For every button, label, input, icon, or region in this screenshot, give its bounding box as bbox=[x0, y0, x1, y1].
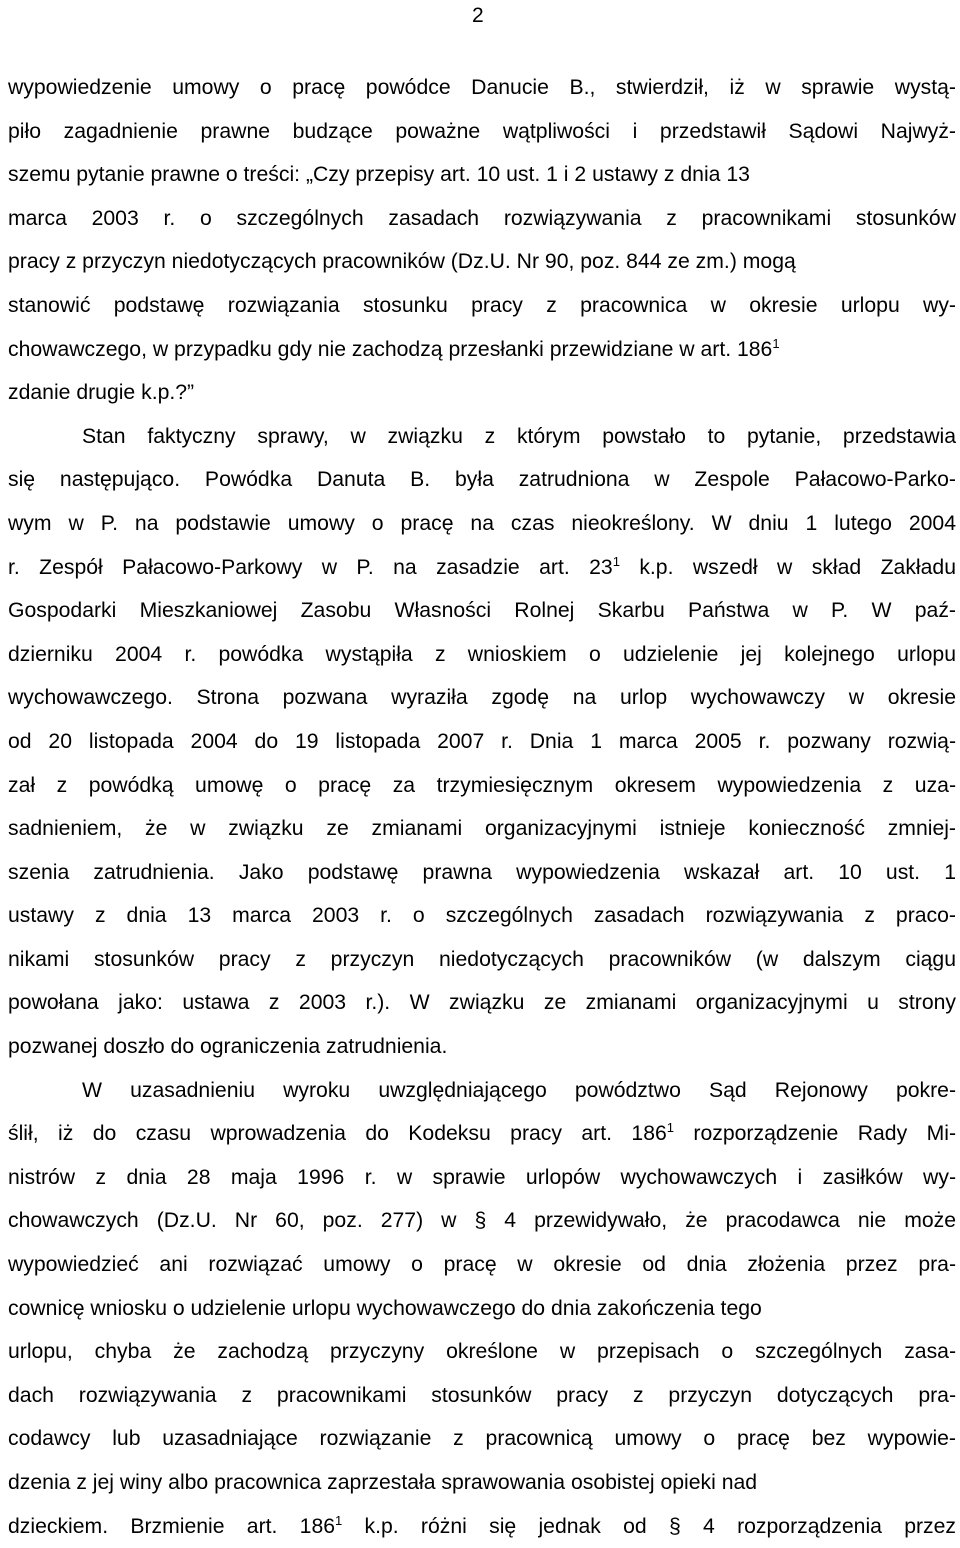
text-segment: wychowawczego. Strona pozwana wyraziła zgodę na urlop wychowawczy w okresie bbox=[8, 686, 956, 710]
text-line bbox=[8, 1461, 956, 1505]
text-segment: szenia zatrudnienia. Jako podstawę prawna wypowiedzenia wskazał art. 10 ust. 1 bbox=[8, 860, 956, 884]
text-segment: pozwanej doszło do ograniczenia zatrudnienia. bbox=[8, 1035, 448, 1059]
text-line bbox=[8, 415, 956, 459]
text-segment: szemu pytanie prawne o treści: „Czy przepisy art. 10 ust. 1 i 2 ustawy z dnia 13 bbox=[8, 163, 750, 187]
text-segment: urlopu, chyba że zachodzą przyczyny określone w przepisach o szczególnych zasa- bbox=[8, 1340, 956, 1364]
text-segment: r. Zespół Pałacowo-Parkowy w P. na zasadzie art. 23 bbox=[8, 555, 613, 579]
text-line bbox=[8, 1069, 956, 1113]
text-segment: k.p. różni się jednak od § 4 rozporządzenia przez bbox=[342, 1514, 956, 1538]
page-number: 2 bbox=[472, 4, 484, 27]
text-line bbox=[8, 371, 956, 415]
text-segment: zdanie drugie k.p.?” bbox=[8, 381, 195, 405]
text-segment: piło zagadnienie prawne budzące poważne wątpliwości i przedstawił Sądowi Najwyż- bbox=[8, 119, 956, 143]
text-line bbox=[8, 1417, 956, 1461]
text-segment: k.p. wszedł w skład Zakładu bbox=[619, 555, 956, 579]
text-segment: zał z powódką umowę o pracę za trzymiesięcznym okresem wypowiedzenia z uza- bbox=[8, 773, 956, 797]
text-segment: chowawczych (Dz.U. Nr 60, poz. 277) w § 4 przewidywało, że pracodawca nie może bbox=[8, 1209, 956, 1233]
text-line bbox=[8, 764, 956, 808]
superscript: 1 bbox=[666, 1120, 675, 1136]
text-line bbox=[8, 1025, 956, 1069]
text-line bbox=[8, 546, 956, 590]
text-segment: pracy z przyczyn niedotyczących pracowników (Dz.U. Nr 90, poz. 844 ze zm.) mogą bbox=[8, 250, 796, 274]
text-segment: ślił, iż do czasu wprowadzenia do Kodeksu pracy art. 186 bbox=[8, 1122, 667, 1146]
text-segment: ustawy z dnia 13 marca 2003 r. o szczególnych zasadach rozwiązywania z praco- bbox=[8, 904, 956, 928]
superscript: 1 bbox=[335, 1512, 343, 1528]
text-line bbox=[8, 1199, 956, 1243]
text-line bbox=[8, 240, 956, 284]
text-segment: nikami stosunków pracy z przyczyn niedotyczących pracowników (w dalszym ciągu bbox=[8, 947, 956, 971]
text-line bbox=[8, 197, 956, 241]
text-line bbox=[8, 633, 956, 677]
text-segment: rozporządzenie Rady Mi- bbox=[674, 1122, 956, 1146]
text-segment: cownicę wniosku o udzielenie urlopu wychowawczego do dnia zakończenia tego bbox=[8, 1296, 762, 1320]
text-segment: wypowiedzenie umowy o pracę powódce Danucie B., stwierdził, iż w sprawie wystą- bbox=[8, 76, 956, 99]
text-line bbox=[8, 851, 956, 895]
text-line bbox=[8, 458, 956, 502]
text-segment: Stan faktyczny sprawy, w związku z którym powstało to pytanie, przedstawia bbox=[82, 424, 956, 448]
text-line bbox=[8, 153, 956, 197]
text-line bbox=[8, 807, 956, 851]
text-line bbox=[8, 66, 956, 110]
text-line bbox=[8, 502, 956, 546]
text-line bbox=[8, 1505, 956, 1548]
text-segment: powołana jako: ustawa z 2003 r.). W związku ze zmianami organizacyjnymi u strony bbox=[8, 991, 956, 1015]
text-segment: się następująco. Powódka Danuta B. była zatrudniona w Zespole Pałacowo-Parko- bbox=[8, 468, 956, 492]
text-segment: wym w P. na podstawie umowy o pracę na czas nieokreślony. W dniu 1 lutego 2004 bbox=[8, 511, 956, 535]
text-segment: codawcy lub uzasadniające rozwiązanie z pracownicą umowy o pracę bez wypowie- bbox=[8, 1427, 956, 1451]
text-segment: chowawczego, w przypadku gdy nie zachodzą przesłanki przewidziane w art. 186 bbox=[8, 337, 773, 361]
text-line bbox=[8, 1330, 956, 1374]
text-segment: nistrów z dnia 28 maja 1996 r. w sprawie urlopów wychowawczych i zasiłków wy- bbox=[8, 1165, 956, 1189]
text-segment: od 20 listopada 2004 do 19 listopada 2007 r. Dnia 1 marca 2005 r. pozwany rozwią- bbox=[8, 729, 956, 753]
text-segment: Gospodarki Mieszkaniowej Zasobu Własności Rolnej Skarbu Państwa w P. W paź- bbox=[8, 599, 956, 623]
text-segment: stanowić podstawę rozwiązania stosunku pracy z pracownica w okresie urlopu wy- bbox=[8, 293, 956, 317]
text-segment: W uzasadnieniu wyroku uwzględniającego powództwo Sąd Rejonowy pokre- bbox=[82, 1078, 956, 1102]
text-segment: dzieckiem. Brzmienie art. 186 bbox=[8, 1514, 336, 1538]
text-line bbox=[8, 328, 956, 372]
superscript: 1 bbox=[772, 335, 780, 351]
text-line bbox=[8, 1156, 956, 1200]
text-segment: dach rozwiązywania z pracownikami stosunków pracy z przyczyn dotyczących pra- bbox=[8, 1383, 956, 1407]
text-segment: sadnieniem, że w związku ze zmianami organizacyjnymi istnieje konieczność zmniej- bbox=[8, 817, 956, 841]
text-line bbox=[8, 894, 956, 938]
text-segment: dzenia z jej winy albo pracownica zaprzestała sprawowania osobistej opieki nad bbox=[8, 1471, 758, 1494]
document-body bbox=[8, 66, 956, 1548]
text-line bbox=[8, 938, 956, 982]
text-line bbox=[8, 720, 956, 764]
text-line bbox=[8, 981, 956, 1025]
text-segment: dzierniku 2004 r. powódka wystąpiła z wnioskiem o udzielenie jej kolejnego urlopu bbox=[8, 642, 956, 666]
text-line bbox=[8, 1112, 956, 1156]
text-line bbox=[8, 1374, 956, 1418]
text-line bbox=[8, 110, 956, 154]
text-line bbox=[8, 1287, 956, 1331]
superscript: 1 bbox=[612, 553, 620, 569]
text-line bbox=[8, 284, 956, 328]
text-line bbox=[8, 676, 956, 720]
text-line bbox=[8, 589, 956, 633]
text-segment: wypowiedzieć ani rozwiązać umowy o pracę w okresie od dnia złożenia przez pra- bbox=[8, 1253, 956, 1277]
text-segment: marca 2003 r. o szczególnych zasadach rozwiązywania z pracownikami stosunków bbox=[8, 206, 956, 230]
text-line bbox=[8, 1243, 956, 1287]
